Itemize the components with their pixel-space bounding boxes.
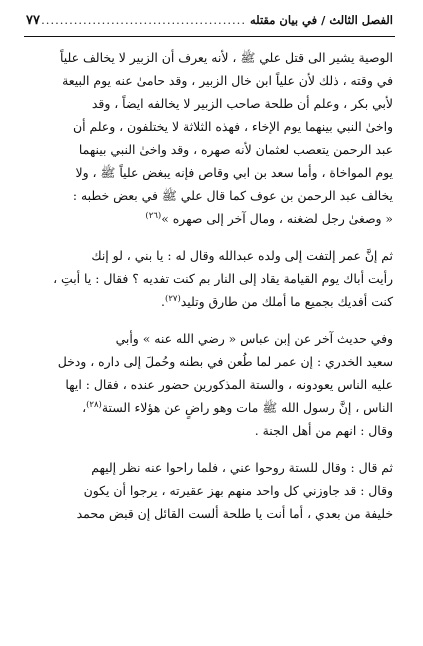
paragraph-tail: . (161, 294, 165, 309)
paragraph-3 (26, 327, 393, 442)
header-rule (24, 36, 395, 37)
footnote-marker: (٢٦) (145, 210, 162, 221)
paragraph-text: ثم إنَّ عمر إلتفت إلى ولده عبدالله وقال له : يا بني ، لو إنك رأيت أباك يوم القيامة يقاد إلى النار بم كنت تفديه ؟ فقال : يا أبتِ ، كنت أفديك بجميع ما أملك من طارق وتليد (53, 248, 393, 309)
paragraph-2 (26, 244, 393, 313)
footnote-marker: (٢٧) (165, 293, 181, 304)
paragraph-text: وفي حديث آخر عن إبن عباس « رضي الله عنه » وأبي سعيد الخدري : إن عمر لما طُعن في بطنه وحُملَ إلى داره ، ودخل عليه الناس يعودونه ، والستة المذكورين حضور عنده ، فقال : ايها الناس ، إنَّ رسول الله ﷺ مات وهو راضٍ عن هؤلاء الستة (57, 331, 393, 415)
paragraph-4 (26, 456, 393, 525)
page-number: ٧٧ (26, 12, 40, 28)
body-text (26, 46, 393, 525)
running-header (26, 8, 393, 32)
chapter-title: الفصل الثالث / في بيان مقتله (249, 13, 393, 27)
leader-dots: ............................................ (41, 13, 246, 27)
paragraph-tail: ، وقال : انهم من أهل الجنة . (82, 400, 393, 438)
paragraph-text: الوصية يشير الى قتل علي ﷺ ، لأنه يعرف أن الزبير لا يخالف علياً في وقته ، ذلك لأن علياً ابن خال الزبير ، وقد حامىٰ عنه يوم البيعة لأبي بكر ، وعلم أن طلحة صاحب الزبير لا يخالفه ايضاً ، وقد واخىٰ النبي بينهما يوم الإخاء ، فهذه الثلاثة لا يختلفون ، وعلم أن عبد الرحمن يتعصب لعثمان لأنه صهره ، وقد واخىٰ النبي بينهما يوم المواخاة ، وأما سعد بن ابي وقاص فإنه يبغض علياً ﷺ ، ولا يخالف عبد الرحمن بن عوف كما قال علي ﷺ في بعض خطبه : « وصغىٰ رجل لضغنه ، ومال آخر إلى صهره » (60, 50, 393, 226)
paragraph-1 (26, 46, 393, 230)
footnote-marker: (٢٨) (86, 399, 102, 410)
paragraph-text: ثم قال : وقال للستة روحوا عني ، فلما راحوا عنه نظر إليهم وقال : قد جاوزني كل واحد منهم بهز عقيرته ، يرجوا أن يكون خليفة من بعدي ، أما أنت يا طلحة ألست القائل إن قبض محمد (76, 460, 393, 521)
